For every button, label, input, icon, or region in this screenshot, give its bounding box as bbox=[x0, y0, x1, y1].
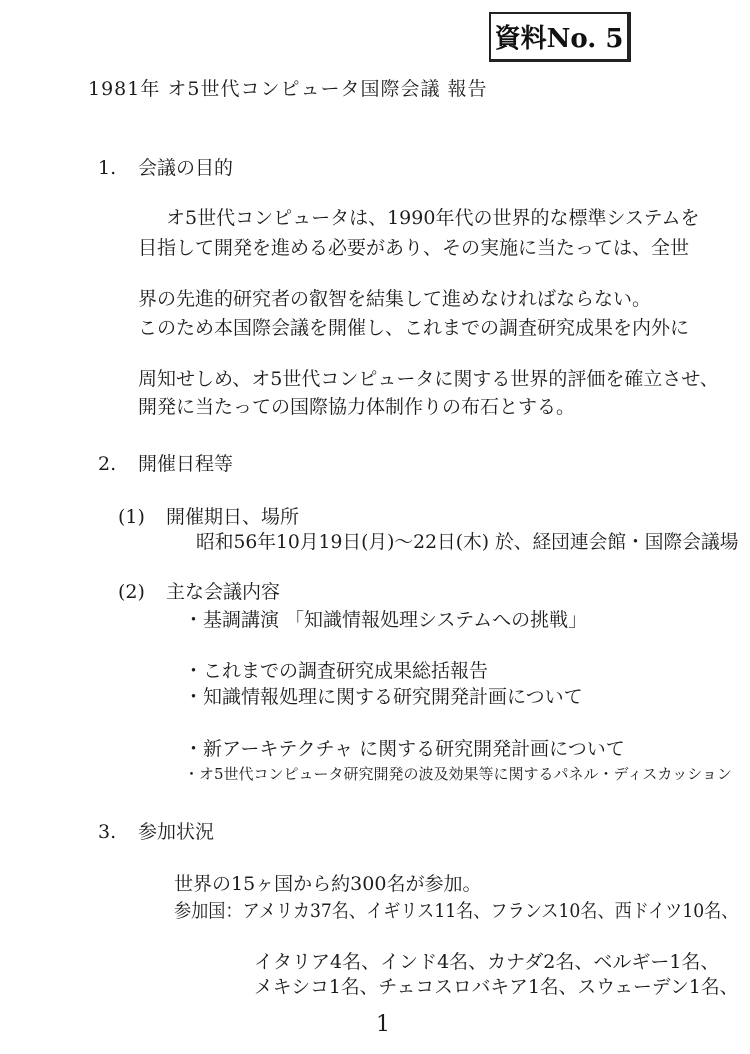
subsection-1-heading bbox=[118, 505, 299, 529]
section-2-title: 開催日程等 bbox=[138, 453, 234, 475]
event-date-venue: 昭和56年10月19日(月)～22日(木) 於、経団連会館・国際会議場 bbox=[196, 531, 739, 553]
subsection-1-number: (1) bbox=[118, 506, 145, 528]
subsection-1-label: 開催期日、場所 bbox=[166, 506, 300, 528]
stamp-label: 資料No. 5 bbox=[494, 24, 624, 54]
section-1-number: 1. bbox=[98, 157, 117, 179]
section-2-number: 2. bbox=[98, 453, 117, 475]
section-1-line-6: 開発に当たっての国際協力体制作りの布石とする。 bbox=[138, 396, 576, 418]
agenda-item-3: ・知識情報処理に関する研究開発計画について bbox=[184, 686, 583, 708]
section-3-number: 3. bbox=[98, 821, 117, 843]
section-1-line-2: 目指して開発を進める必要があり、その実施に当たっては、全世 bbox=[138, 237, 690, 259]
section-1-heading bbox=[98, 156, 233, 180]
participating-countries-line-3: メキシコ1名、チェコスロバキア1名、スウェーデン1名、 bbox=[254, 976, 739, 998]
agenda-item-1: ・基調講演 「知識情報処理システムへの挑戦」 bbox=[184, 609, 588, 631]
section-2-heading bbox=[98, 452, 233, 476]
subsection-2-number: (2) bbox=[118, 581, 145, 603]
participation-summary: 世界の15ヶ国から約300名が参加。 bbox=[174, 873, 482, 895]
section-1-line-3: 界の先進的研究者の叡智を結集して進めなければならない。 bbox=[138, 288, 652, 310]
section-1-line-4: このため本国際会議を開催し、これまでの調査研究成果を内外に bbox=[138, 317, 690, 339]
section-1-line-5: 周知せしめ、オ5世代コンピュータに関する世界的評価を確立させ、 bbox=[138, 368, 719, 390]
document-title: 1981年 オ5世代コンピュータ国際会議 報告 bbox=[88, 78, 488, 100]
document-number-stamp bbox=[489, 12, 631, 62]
participating-countries-line-2: イタリア4名、インド4名、カナダ2名、ベルギー1名、 bbox=[254, 951, 720, 973]
agenda-item-4: ・新アーキテクチャ に関する研究開発計画について bbox=[184, 738, 625, 760]
agenda-item-2: ・これまでの調査研究成果総括報告 bbox=[184, 660, 489, 682]
section-3-title: 参加状況 bbox=[138, 821, 215, 843]
subsection-2-label: 主な会議内容 bbox=[166, 581, 281, 603]
page-number: 1 bbox=[376, 1012, 390, 1037]
section-1-line-1: オ5世代コンピュータは、1990年代の世界的な標準システムを bbox=[166, 207, 700, 229]
subsection-2-heading bbox=[118, 580, 280, 604]
section-1-title: 会議の目的 bbox=[138, 157, 234, 179]
agenda-item-5: ・オ5世代コンピュータ研究開発の波及効果等に関するパネル・ディスカッション bbox=[184, 765, 732, 783]
section-3-heading bbox=[98, 820, 214, 844]
participating-countries-line-1: 参加国：アメリカ37名、イギリス11名、フランス10名、西ドイツ10名、 bbox=[174, 900, 739, 922]
